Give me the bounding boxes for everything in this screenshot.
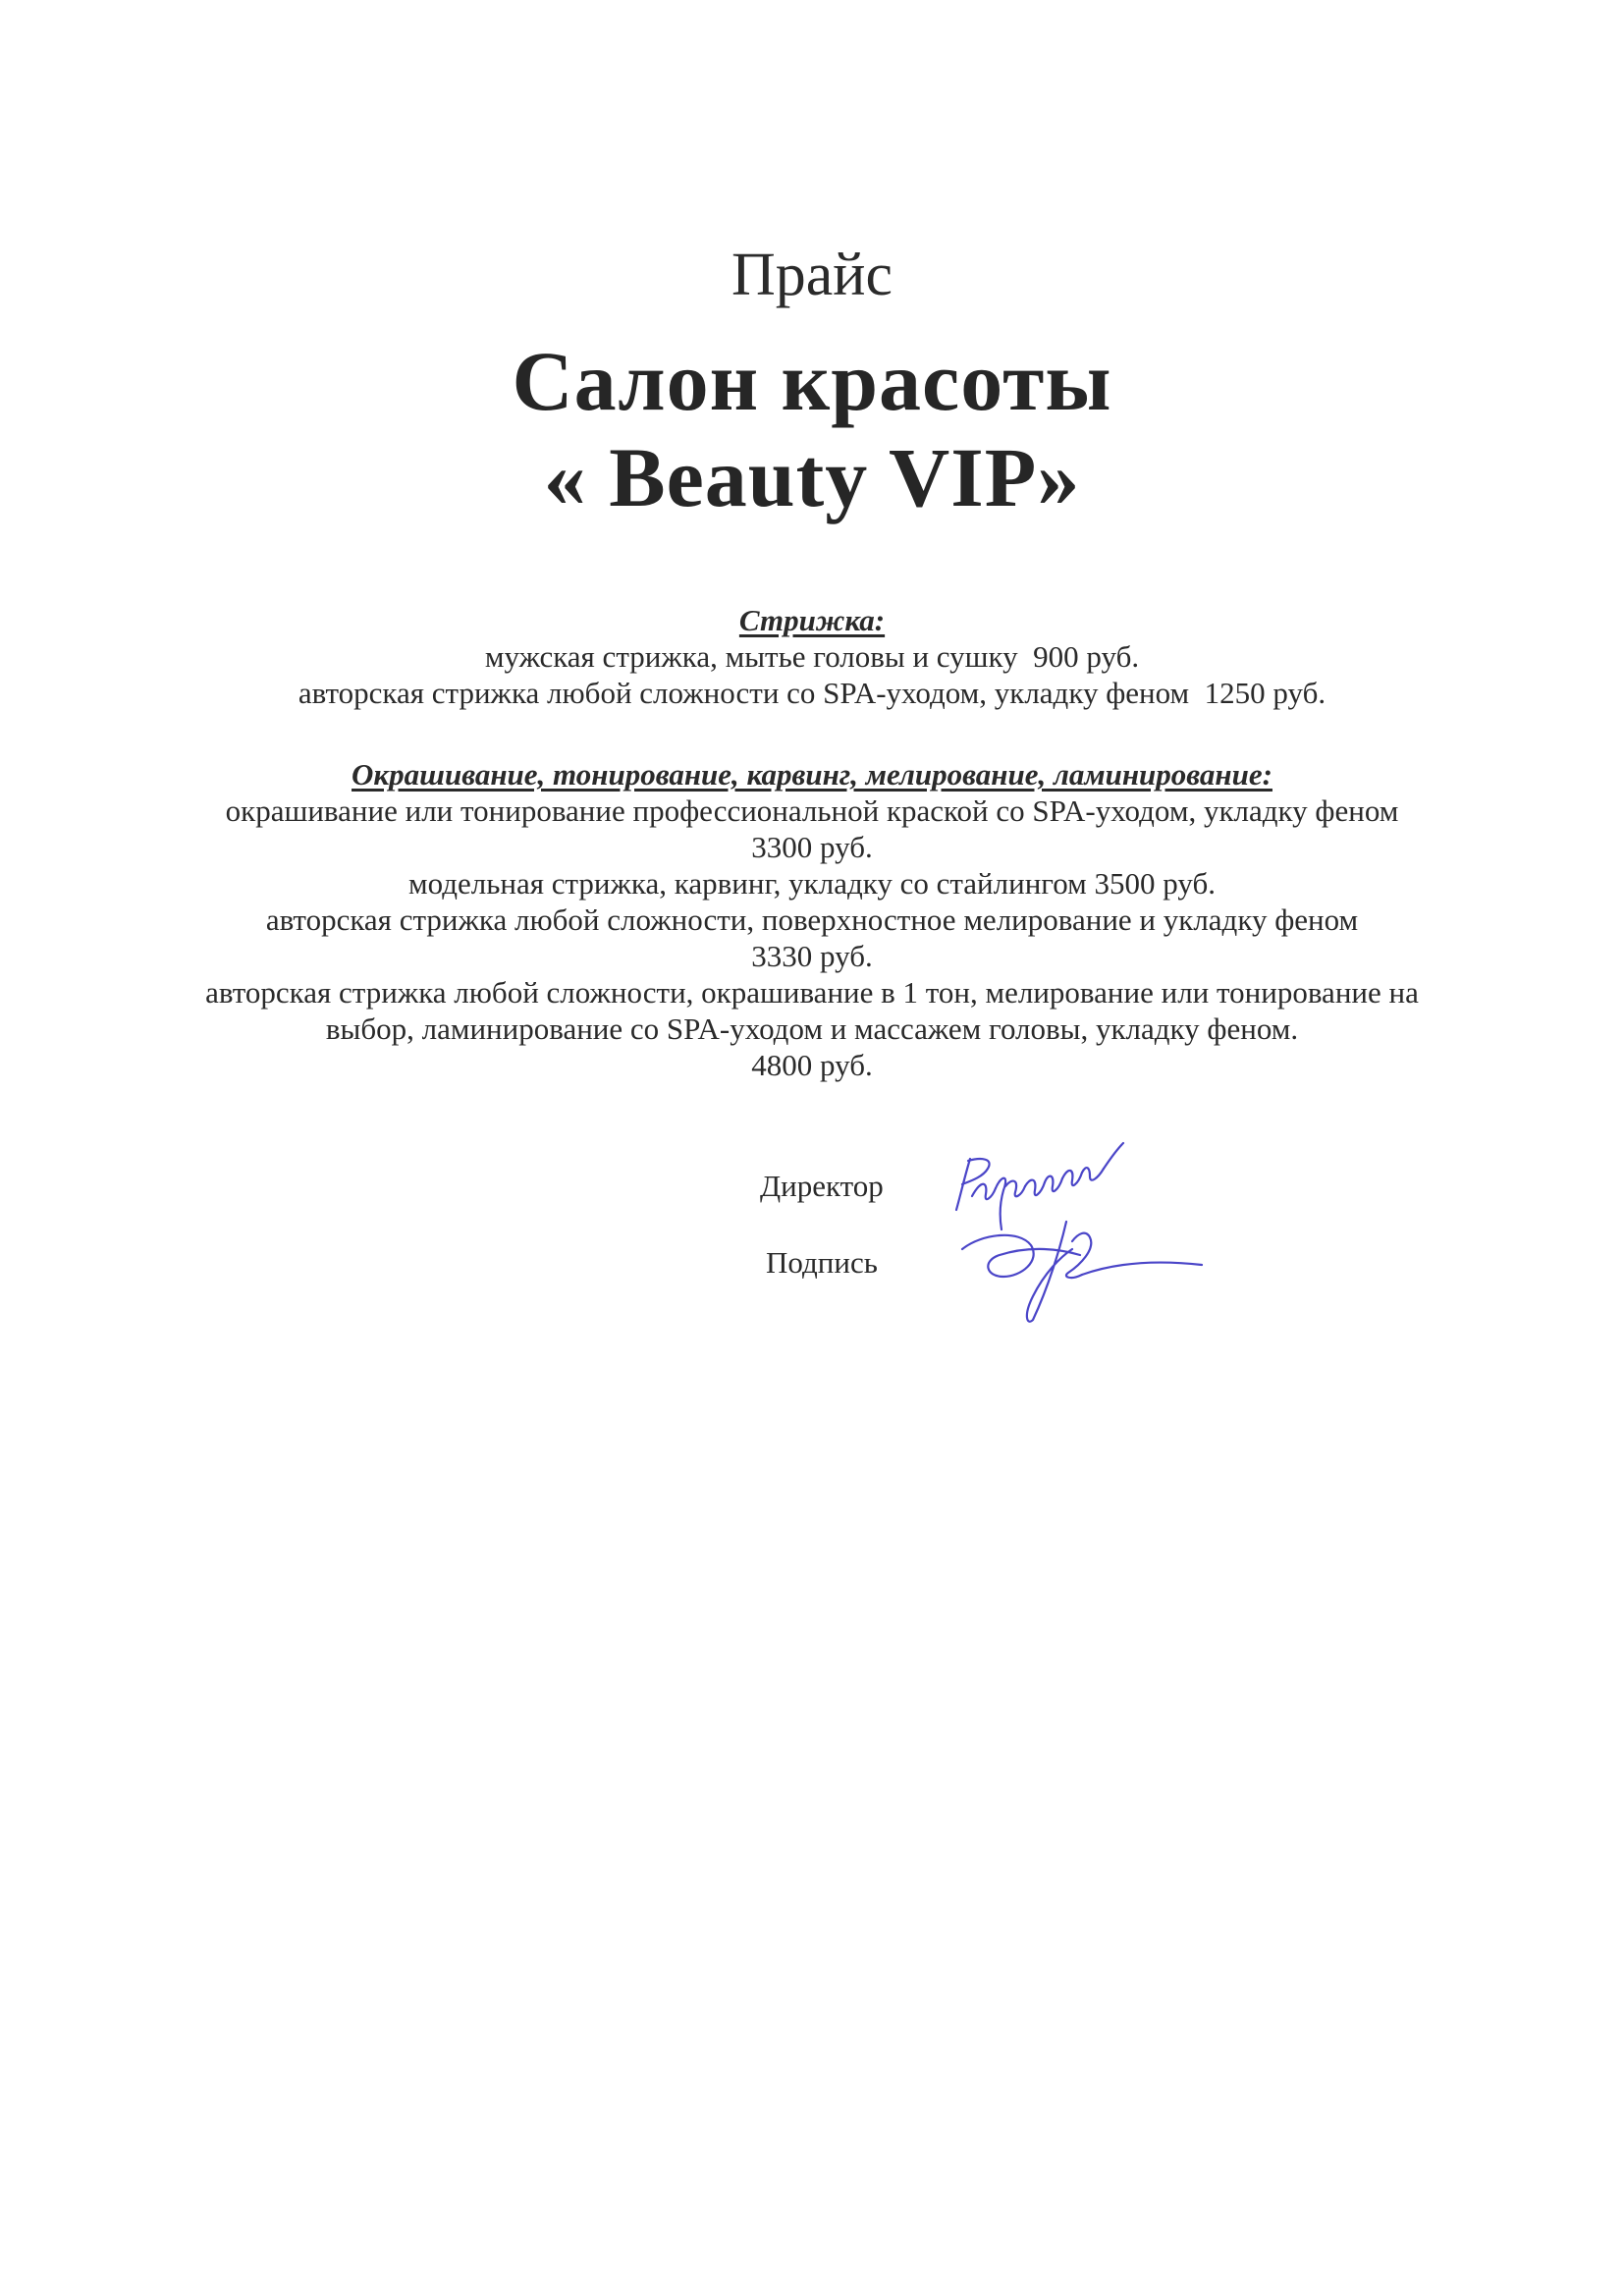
coloring-section bbox=[147, 756, 1477, 1083]
service-line: авторская стрижка любой сложности, окрашивание в 1 тон, мелирование или тонирование на bbox=[205, 975, 1419, 1010]
service-line: авторская стрижка любой сложности, поверхностное мелирование и укладку феном bbox=[265, 902, 1359, 937]
service-line: мужская стрижка, мытье головы и сушку 900 руб. bbox=[484, 639, 1140, 674]
service-line: 3330 руб. bbox=[751, 939, 873, 973]
signature-label: Подпись bbox=[766, 1245, 878, 1280]
handwritten-signature bbox=[943, 1139, 1208, 1326]
section-heading: Окрашивание, тонирование, карвинг, мелирование, ламинирование: bbox=[352, 757, 1272, 792]
haircut-section bbox=[147, 602, 1477, 711]
service-line: выбор, ламинирование со SPA-уходом и массажем головы, укладку феном. bbox=[325, 1011, 1299, 1046]
service-line: 4800 руб. bbox=[751, 1048, 873, 1082]
section-heading: Стрижка: bbox=[738, 603, 886, 637]
director-label: Директор bbox=[760, 1169, 884, 1203]
document-title: Прайс bbox=[731, 242, 893, 308]
salon-title: Салон красоты bbox=[512, 334, 1112, 428]
service-line: 3300 руб. bbox=[751, 830, 873, 864]
service-line: окрашивание или тонирование профессиональной краской со SPA-уходом, укладку феном bbox=[225, 793, 1399, 828]
service-line: модельная стрижка, карвинг, укладку со стайлингом 3500 руб. bbox=[408, 866, 1216, 901]
service-line: авторская стрижка любой сложности со SPA-уходом, укладку феном 1250 руб. bbox=[298, 676, 1326, 710]
salon-name: « Beauty VIP» bbox=[543, 430, 1081, 524]
